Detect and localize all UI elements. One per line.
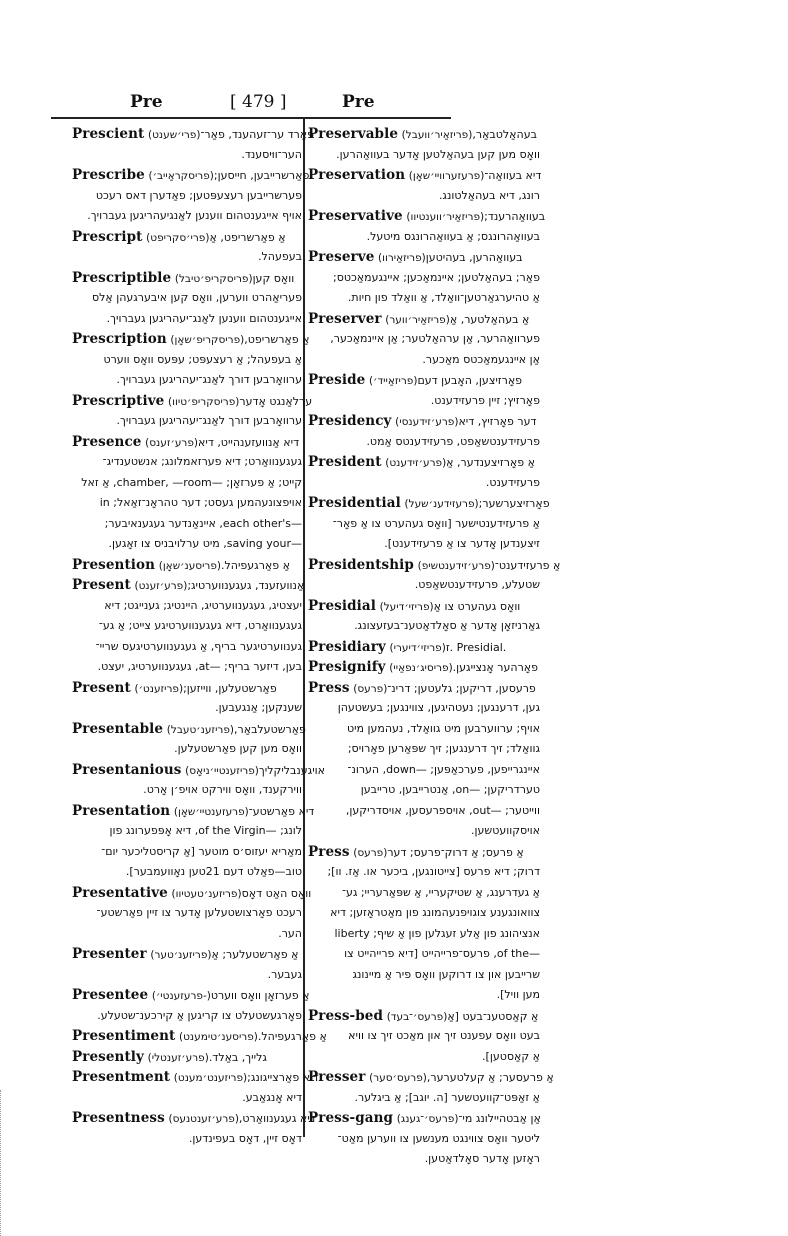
definition-text: אַ קאַסטענ־בעט [אַ [447,1009,539,1023]
dictionary-entry [308,637,540,658]
entry-first-line [72,719,306,740]
pronunciation: (פרי׳סקריפט) [146,231,210,244]
definition-text: בעהאַלטבאַר, [472,128,537,141]
entry-first-line [308,637,540,658]
headword: Presenter [72,946,147,962]
dictionary-entry [72,1026,327,1047]
definition-text: אַ פאַרגעפיהל. [221,558,290,572]
definition-text: אַ פערזאָן וואָס ווערט [210,989,310,1002]
entry-first-line [308,370,540,391]
dictionary-entry [72,575,305,678]
pronunciation: (פרעס׳־גענג) [396,1113,459,1125]
entry-first-line [72,575,305,596]
definition-line: געבער. [267,967,302,981]
dictionary-entry [308,247,540,309]
definition-text: ערלאַנגט אָדער [239,394,313,408]
definition-line: צוואונגענע צוגויפנעהמונג פון מאַטראָזען; דיא [330,906,540,919]
entry-first-line [72,165,310,186]
dictionary-entry [72,124,315,165]
dictionary-entry [72,883,312,945]
definition-line: קייט; אַ פערזאָן; —chamber, —room, אַ זאל [81,475,302,489]
pronunciation: (פרעס׳סער) [369,1072,427,1084]
dictionary-entry [72,227,302,268]
entry-first-line [72,1067,319,1088]
headword: Presentee [72,987,149,1003]
definition-line: הער־ווּיסענד. [241,147,302,161]
headword: Presignify [308,659,386,675]
definition-line: ליטער וואָס צווינגט מענשען צו ווערען מאַט־ [337,1131,540,1145]
definition-line: אנציהונג פון אַלע זעגלען פון אַ שיף; liberty [334,926,540,940]
definition-line: אַ פרעזידענטישער [וואָס געהערט צו אַ פאָר־ [332,516,540,530]
definition-line: גוואַלד; זיך דרענגען; זיך שפּאַרען פאָרויס; [347,742,540,755]
dictionary-entry [308,842,540,1006]
definition-text: דיא אַנוועזענהייט, דיא [198,435,300,449]
definition-text: וואָס געהערט צו אַ [433,599,521,613]
entry-first-line [308,1067,554,1088]
headword: Presentative [72,884,168,901]
definition-line: ערוואָרבען דורך לאַנג־יעהריגען געברויך. [116,373,302,386]
entry-first-line [308,1006,540,1027]
definition-line: דרוק; דיא פרעס [צייטונגען, ביכער או. אַז. וו]; [327,865,540,878]
headword: President [308,454,382,470]
definition-text: וואָס האַט דאָס [241,886,312,900]
entry-first-line [72,678,302,699]
entry-first-line [308,678,540,699]
dictionary-entry [72,719,306,760]
headword: Preservation [308,167,406,183]
definition-text: וואָס קען [252,271,295,285]
definition-line: —saving your, מיט ערלויבניס צו זאָגען. [108,537,302,550]
entry-first-line [72,1026,327,1047]
pronunciation: (פריזענטיי׳ניאָס) [185,764,259,777]
headword: Presence [72,433,142,450]
definition-line: פאַר; בעהאַלטען; איינמאַכען; איינגעמאַכטס; [332,270,540,284]
definition-line: שרייבען און צו דרוקען וואָס פיר אַ מיינונג [352,967,540,981]
entry-first-line [308,596,540,617]
definition-line: אייגענטהום ווענען לאַנג־יעהריגען געברויך. [106,311,302,325]
definition-line: —each other's, איינאַנדער געגענאיבער; [104,516,302,530]
definition-line: אַ טהיערגאַרטען־וואַלד, אַ וואַלד פון חיות. [347,291,540,304]
entry-first-line [72,268,302,289]
entry-first-line [308,452,540,473]
definition-text: דיא בעוואַה־ [484,169,542,182]
headword: Preserver [308,310,382,327]
headword: Presidential [308,495,401,511]
definition-line: יעצטיג, געגענווערטיג, היינטיג; גענייגט; דיא [104,598,302,612]
dictionary-entry [72,760,326,801]
definition-line: דיא אָנגאַבע. [242,1090,302,1104]
entry-first-line [308,493,550,514]
entry-first-line [72,760,326,781]
pronunciation: (פרי׳שענט) [148,129,201,141]
dictionary-entry [72,391,313,432]
definition-line: ווירקענד, וואָס ווירקט אויפ׳ן אָרט. [143,783,302,796]
entry-first-line [308,247,540,268]
pronunciation: (פריסענ׳שאָן) [158,559,222,572]
pronunciation: (פריזי׳דיערי) [389,641,446,654]
dictionary-entry [72,678,302,719]
dictionary-entry [72,1108,316,1149]
definition-line: געגענוואַרט; דיא פערזאמלונג; אנשטענדיג־ [102,455,302,468]
headword: Prescript [72,228,143,245]
headword: Prescriptible [72,269,172,286]
definition-text: .Presidial .ז [445,640,507,654]
entry-first-line [308,1108,540,1129]
definition-line: אַ געדרענג, אַ שטיקעריי, אַ שפּאַרעריי; גע־ [341,885,540,899]
definition-line: רעכט פאָרצושטעלען אָדער צו זיין פאַרשטע־ [96,906,302,919]
entry-first-line [308,124,540,145]
definition-text: אויגענבליקליך [258,763,326,777]
dictionary-entry [72,329,310,391]
definition-line: ווייטער; —out, אויספרעסען, אויסדריקען, [345,803,540,817]
headword: Preserve [308,249,375,265]
right-guide-word: Pre [342,92,375,112]
definition-line: שטעלע, פרעזידענטשאַפט. [414,578,540,591]
definition-line: אויפצונעהמען געסט; דער טהראָנ־זאַאל; in [99,496,302,509]
headword: Press [308,679,350,696]
definition-text: פאָרזיצען, האָבען דעם [417,374,523,387]
pronunciation: (פרעס) [353,682,388,695]
definition-line: פעריאַהרט ווערען, וואָס קען איבערגעהן אַלס [91,291,302,304]
entry-first-line [72,801,315,822]
pronunciation: (פריזענ׳טעבל) [166,723,235,736]
definition-text: גלייך, באַלד. [208,1050,267,1064]
entry-first-line [308,555,561,576]
pronunciation: (פריזי׳דיעל) [379,600,434,613]
pronunciation: (פריזאַיר׳וועבל) [401,129,473,141]
pronunciation: (פריסקראַייב׳) [148,170,214,182]
definition-text: בעוואַהרענד; [484,210,546,223]
definition-line: איינגרייפען, פערכאַפּען; —down, הערונ־ [347,762,540,776]
entry-first-line [72,1108,316,1129]
pronunciation: (פריסקריפ׳טיבל) [174,272,253,285]
pronunciation: (פריזענט׳) [134,682,184,695]
headword: Presentanious [72,761,182,778]
definition-text: דיא פאַרצייגונג; [247,1071,319,1084]
dictionary-entry [308,452,540,493]
dictionary-entry [72,985,310,1026]
pronunciation: (פריסענ׳טימענט) [179,1031,258,1043]
definition-line: אַ קאַסטען]. [482,1049,540,1063]
headword: Preservative [308,208,403,224]
dictionary-entry [72,165,310,227]
definition-text: אַ בעהאַלטער, אַ [449,312,530,326]
pronunciation: (פריסיג׳נפאַיי) [389,662,453,674]
pronunciation: (פרע׳זענטנעס) [168,1113,239,1125]
headword: Present [72,577,131,593]
entry-first-line [308,309,540,330]
headword: Presidentship [308,556,414,573]
headword: Prescient [72,126,145,142]
headword: Presentation [72,802,171,819]
dictionary-entry [72,801,315,883]
dictionary-entry [308,411,540,452]
headword: Presidial [308,597,376,614]
entry-first-line [308,411,540,432]
headword: Presentment [72,1069,171,1085]
dictionary-entry [308,206,546,247]
definition-line: געגענוואַרט, דיא געגענווערטיגע צייט; אַ גע־ [98,619,302,632]
pronunciation: (פרעס׳־בעד) [386,1010,448,1023]
column-divider [303,119,305,1137]
left-guide-word: Pre [130,92,163,112]
dictionary-entry [308,555,561,596]
dictionary-entry [308,1006,540,1068]
definition-text: פאַרשטעלען, ווייזען; [183,681,277,695]
headword: Presentable [72,720,164,737]
pronunciation: (פרעס) [353,846,388,859]
definition-line: גאַרניזאָן אָדער אַ סאָלדאַטענ־בעזעצונג. [354,619,540,632]
headword: Press-bed [308,1007,384,1024]
definition-text: פאַרשטעלבאַר, [234,722,306,736]
dictionary-entry [308,370,540,411]
dictionary-entry [72,1047,302,1068]
dictionary-entry [72,268,302,330]
definition-line: פערוואַהרער, אַן ערהאַלטער; אַן איינמאַכער, [330,332,540,345]
entry-first-line [72,432,302,453]
pronunciation: (פריזענט׳מענט) [173,1072,248,1084]
entry-first-line [72,555,302,576]
pronunciation: (פריזאַיר׳ווענטיוו) [406,211,485,223]
definition-line: בעפעהל. [258,250,302,263]
headword: Prescriptive [72,392,165,409]
definition-line: אַ בעפעהל; אַ רעצעפּט; עפּעס וואָס ווערט [103,352,302,366]
definition-line: גענווערטיגער בריף, אַ געגענווערטיגעס שריי־ [95,639,302,653]
pronunciation: (פרע׳זידענסי) [395,416,459,428]
pronunciation: (פרע׳זענס) [145,436,198,449]
pronunciation: (פריסקריפ׳טיוו) [168,395,240,408]
definition-line: פרעזידענטשאַפט, פרעזידענטס אַמט. [366,434,540,448]
headword: Presser [308,1069,366,1085]
definition-text: בעוואַהרען, בעהיטען [425,251,523,264]
dictionary-entry [72,944,302,985]
dictionary-entry [308,1067,554,1108]
definition-line: פערשרייבען רעצעפּטען; פאַדערן דאס רעכט [95,188,302,202]
header-rule [51,117,451,119]
definition-line: וואָס מען קען פאַרשטעלען. [174,742,302,755]
dictionary-entry [308,309,540,371]
dictionary-entry [72,1067,319,1108]
entry-first-line [72,391,313,412]
headword: Present [72,679,131,696]
pronunciation: (פרע׳זענט) [134,580,188,592]
definition-line: אַן איינגעמאַכטס מאַכער. [422,352,540,366]
page-edge [0,1090,4,1236]
definition-line: —of the, פרעס־פרייהייט [דיא פרייהייט צו [344,947,540,960]
entry-first-line [308,657,540,678]
definition-line: מען וויל]. [496,988,540,1001]
definition-line: בעוואַהרונגס; אַ בעוואַהרונגס מיטעל. [366,229,540,243]
pronunciation: (פרע׳זידענטשיפ) [417,559,495,572]
headword: Prescription [72,331,167,347]
pronunciation: (פריזאַירוו) [378,252,426,264]
definition-line: רונג, דיא בעהאַלטונג. [438,188,540,202]
definition-line: בען, דיזער בריף; —at, געגענווערטיג, יעצט. [97,660,302,673]
pronunciation: (פריסקריפ׳שאָן) [170,334,245,346]
definition-line: אויף; ערווערבען מיט גוואַלד, נעהמען מיט [346,721,540,735]
entry-first-line [72,985,310,1006]
headword: Press-gang [308,1110,394,1126]
definition-line: פאָרזיץ; זיין פרעזידענט. [430,393,540,407]
definition-line: מאַריא יעזוס׳ס מוטער [אַ קריסטליכער יום־ [101,844,302,858]
entry-first-line [72,329,310,350]
right-column [308,124,561,1170]
definition-line: ערוואָרבען דורך לאַנג־יעהריגען געברויך. [116,414,302,427]
entry-first-line [308,206,546,227]
definition-text: אַ פרעזידענט־ [494,558,561,572]
definition-text: אַ פרעס; אַ דרוק־פרעס; דער [387,845,524,859]
definition-line: דאָס זיין, דאָס בעפינדען. [188,1131,302,1145]
dictionary-entry [308,657,540,678]
definition-line: לונג; —of the Virgin, דיא אָפּפערונג פון [109,824,302,837]
definition-line: ראָזען אָדער סאָלדאַטען. [424,1152,540,1165]
definition-line: אַ זאַפּט־קוועטשער [ה. יוגב]; אַ ביגלער. [354,1090,540,1104]
definition-text: אַנוועזענד, געגענווערטיג; [187,579,305,592]
pronunciation: (פרעזענטי׳-) [151,990,211,1002]
definition-text: דער פאָרזיץ, דיא [458,415,537,428]
definition-line: זיצענדען אָדער צו אַ פרעזידענט]. [384,537,540,550]
dictionary-entry [308,124,540,165]
dictionary-entry [308,596,540,637]
definition-text: אַ פרעסער; אַ קעלטערער, [426,1071,554,1084]
pronunciation: (פרע׳זענטלי) [147,1051,209,1064]
dictionary-entry [308,165,540,206]
entry-first-line [72,944,302,965]
dictionary-entry [308,678,540,842]
dictionary-entry [308,1108,540,1170]
headword: Prescribe [72,167,145,183]
definition-line: שענקען; אַנגעבען. [215,701,302,714]
pronunciation: (פרעזערוויי׳שאָן) [408,170,485,182]
pronunciation: (פרע׳זידענט) [385,457,447,469]
definition-text: פאָרהער אָנצייגען. [452,661,538,674]
headword: Presention [72,556,156,573]
headword: Presentiment [72,1028,176,1044]
definition-line: טערדריקען; —on, אַנטרייבען, טרייבען [360,783,540,796]
definition-text: אַ פאַרגעפיהל. [257,1030,327,1043]
entry-first-line [308,842,540,863]
definition-line: וואָס מען קען בעהאַלטען אָדער בעוואַהרען. [336,147,540,161]
definition-line: אויף אייגענטהום ווענען לאַנגיעהריגען געברויך. [87,209,302,222]
definition-text: דיא פאַרשטע־ [248,804,315,818]
pronunciation: (פריזאַיר׳ווער) [385,313,450,326]
entry-first-line [72,227,302,248]
definition-text: פרעסען, דריקען; גלעטען; דרינ־ [387,681,536,695]
definition-line: פרעזידענט. [485,475,540,489]
definition-text: אַ פאַרשטעלער; אַ [211,948,299,961]
definition-line: פאָרגעשטעלט צו קריגען אַ קירכענ־שטעלע. [97,1008,302,1022]
dictionary-entry [308,493,550,555]
headword: Preservable [308,126,399,142]
entry-first-line [308,165,540,186]
pronunciation: (פרעזענטיי׳שאָן) [173,805,249,818]
headword: Presently [72,1048,144,1065]
left-column [72,124,327,1149]
pronunciation: (פרעזידענ׳שעל) [404,498,479,510]
definition-line: אויסקוועטשען. [471,824,540,837]
pronunciation: (פריזענ׳טער) [150,949,212,961]
pronunciation: (פריזענ׳טעטיוו) [171,887,242,900]
pronunciation: (פריזאַייד׳) [368,375,418,387]
headword: Presentness [72,1110,165,1126]
dictionary-entry [72,555,302,576]
headword: Presidiary [308,638,386,655]
definition-line: טוב—פאַלט דעם 21טען נאָוועמבער]. [125,865,302,878]
entry-first-line [72,1047,302,1068]
definition-line: בעט וואָס עפענט זיך און מאַכט זיך צו וויא [348,1029,540,1042]
definition-text: פאָרזיצערשער; [478,497,550,510]
dictionary-entry [72,432,302,555]
definition-line: גען, דרענגען; נעטהיגען, צווינגען; בעשטעהן [337,701,540,714]
headword: Presidency [308,413,392,429]
definition-line: הער. [278,926,302,940]
page-number: [ 479 ] [230,92,287,112]
definition-text: דיא געגענוואַרט, [238,1112,316,1125]
headword: Preside [308,372,366,388]
definition-text: פאַרשרייבען, חייסען; [213,169,310,182]
entry-first-line [72,124,315,145]
definition-text: אַן אַבטהיילונג מי־ [458,1112,541,1125]
entry-first-line [72,883,312,904]
definition-text: אַ פאָרזיצענדער, אַ [446,456,535,469]
definition-text: אַ פאַרשריפט, אַ [209,230,286,244]
definition-text: אַ פאַרשריפט, [244,333,310,346]
headword: Press [308,843,350,860]
definition-text: פאַרד ער־זעהענד, פאַר־ [200,128,315,141]
